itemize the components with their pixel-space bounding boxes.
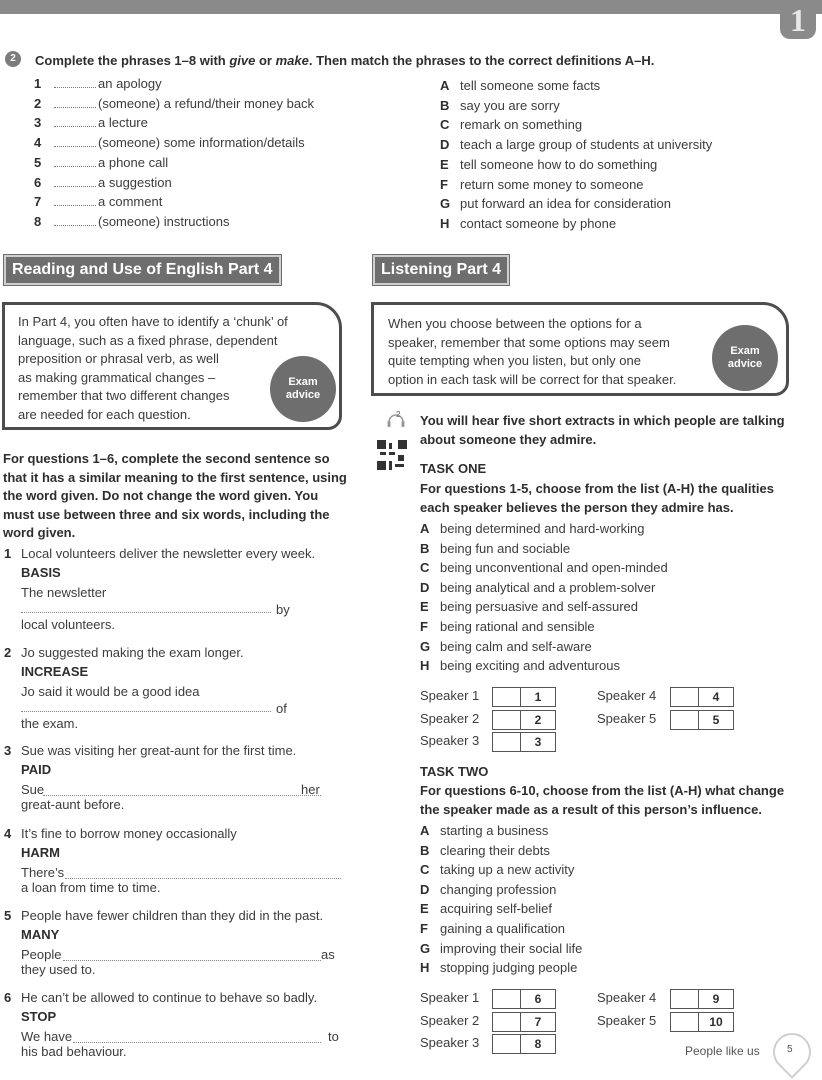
definition-row	[440, 117, 582, 132]
option-letter: E	[420, 599, 429, 615]
option-row	[420, 619, 595, 634]
reading-section-heading: Reading and Use of English Part 4	[4, 255, 281, 285]
definition-letter: D	[440, 137, 450, 153]
option-letter: H	[420, 960, 430, 976]
task-instruction-line: For questions 1-5, choose from the list (A-H) the qualities	[420, 481, 774, 496]
sentence-start: There’s	[21, 865, 65, 880]
intro-line: about someone they admire.	[420, 431, 597, 447]
speaker-answer-box[interactable]	[670, 1012, 734, 1032]
phrase-number: 7	[34, 194, 42, 210]
definition-text: remark on something	[460, 117, 583, 133]
question-sentence: Sue was visiting her great-aunt for the first time.	[21, 743, 297, 758]
definition-letter: B	[440, 97, 450, 113]
definition-row	[440, 98, 560, 113]
listening-section-heading: Listening Part 4	[373, 255, 509, 285]
phrase-number: 2	[34, 95, 42, 111]
question-number: 5	[4, 908, 12, 923]
option-row	[420, 882, 556, 897]
task-two-heading: TASK TWO	[420, 764, 489, 779]
badge-line: Exam	[288, 376, 318, 388]
speaker-answer-box[interactable]	[492, 710, 556, 730]
question-number: 6	[4, 990, 12, 1005]
advice-line: When you choose between the options for a	[388, 316, 642, 331]
option-text: being unconventional and open-minded	[440, 560, 668, 576]
answer-line[interactable]	[21, 612, 271, 613]
exercise-number-badge: 2	[5, 51, 21, 67]
audio-track-number: 2	[396, 410, 401, 419]
option-letter: D	[420, 579, 430, 595]
speaker-answer-box[interactable]	[492, 1012, 556, 1032]
phrase-text: an apology	[98, 76, 162, 91]
instruction-line: word given.	[3, 525, 76, 540]
option-text: being determined and hard-working	[440, 521, 645, 536]
definition-text: return some money to someone	[460, 176, 644, 192]
advice-line: are needed for each question.	[18, 406, 191, 422]
option-row	[420, 901, 552, 916]
sentence-tail: a loan from time to time.	[21, 880, 161, 895]
option-text: being persuasive and self-assured	[440, 599, 639, 615]
answer-blank[interactable]	[54, 176, 96, 187]
option-row	[420, 658, 620, 673]
speaker-label: Speaker 1	[420, 990, 480, 1005]
answer-blank[interactable]	[54, 77, 96, 88]
option-text: being fun and sociable	[440, 540, 571, 556]
sentence-end-word: by	[276, 602, 290, 617]
definition-row	[440, 78, 600, 93]
answer-line[interactable]	[21, 711, 271, 712]
phrase-row	[34, 194, 162, 209]
intro-line: You will hear five short extracts in which people are talking	[420, 413, 785, 428]
answer-blank[interactable]	[54, 215, 96, 226]
speaker-question-number: 2	[520, 711, 555, 729]
speaker-label: Speaker 2	[420, 710, 480, 726]
question-sentence: He can’t be allowed to continue to behave so badly.	[21, 990, 318, 1005]
key-word: INCREASE	[21, 664, 89, 679]
definition-row	[440, 196, 671, 211]
speaker-question-number: 8	[520, 1035, 555, 1053]
phrase-number: 5	[34, 154, 42, 170]
option-text: being exciting and adventurous	[440, 658, 620, 674]
answer-blank[interactable]	[54, 195, 96, 206]
sentence-start: The newsletter	[21, 585, 107, 600]
badge-line: Exam	[730, 345, 760, 357]
option-letter: A	[420, 521, 430, 536]
speaker-question-number: 6	[520, 990, 555, 1008]
instruction-part: . Then match the phrases to the correct definitions A–H.	[308, 53, 655, 68]
badge-line: advice	[285, 389, 321, 401]
instruction-line: For questions 1–6, complete the second sentence so	[3, 451, 330, 466]
option-letter: H	[420, 658, 430, 674]
definition-letter: E	[440, 156, 449, 172]
phrase-number: 4	[34, 135, 42, 151]
sentence-end-word: as	[321, 947, 335, 962]
phrase-text: a suggestion	[98, 174, 172, 190]
reading-exam-advice-badge	[270, 356, 336, 422]
option-row	[420, 823, 548, 838]
speaker-label: Speaker 3	[420, 733, 480, 748]
speaker-label: Speaker 5	[597, 710, 657, 726]
listening-exam-advice-badge	[712, 325, 778, 391]
phrase-row	[34, 214, 230, 229]
sentence-tail: they used to.	[21, 962, 96, 977]
definition-row	[440, 177, 644, 192]
answer-line[interactable]	[63, 960, 321, 961]
option-text: improving their social life	[440, 940, 583, 956]
question-number: 3	[4, 743, 12, 758]
speaker-question-number: 1	[520, 688, 555, 706]
task-instruction-line: the speaker made as a result of this person’s influence.	[420, 801, 762, 817]
phrase-row	[34, 135, 305, 150]
answer-line[interactable]	[65, 878, 341, 879]
sentence-end-word: to	[328, 1029, 339, 1044]
speaker-answer-box[interactable]	[670, 687, 734, 707]
phrase-text: a lecture	[98, 115, 148, 131]
sentence-end-word: of	[276, 701, 287, 716]
option-letter: F	[420, 619, 428, 634]
definition-text: say you are sorry	[460, 97, 560, 113]
speaker-question-number: 7	[520, 1013, 555, 1031]
unit-number: 1	[790, 2, 806, 38]
page-number: 5	[787, 1044, 793, 1055]
option-letter: A	[420, 823, 430, 838]
option-row	[420, 862, 574, 877]
option-row	[420, 541, 570, 556]
option-letter: G	[420, 940, 431, 956]
speaker-label: Speaker 2	[420, 1012, 480, 1028]
footer-unit-title: People like us	[685, 1044, 760, 1058]
definition-letter: A	[440, 78, 450, 93]
speaker-question-number: 10	[698, 1013, 733, 1031]
option-text: gaining a qualification	[440, 921, 566, 936]
task-instruction-line: For questions 6-10, choose from the list (A-H) what change	[420, 783, 785, 798]
speaker-question-number: 5	[698, 711, 733, 729]
phrase-number: 6	[34, 174, 42, 190]
task-instruction-line: each speaker believes the person they admire has.	[420, 499, 734, 515]
definition-text: tell someone some facts	[460, 78, 601, 93]
phrase-number: 8	[34, 213, 42, 229]
sentence-tail: great-aunt before.	[21, 797, 125, 812]
speaker-answer-box[interactable]	[670, 710, 734, 730]
option-row	[420, 521, 645, 536]
answer-blank[interactable]	[54, 136, 96, 147]
phrase-row	[34, 155, 168, 170]
question-number: 4	[4, 826, 12, 841]
option-letter: B	[420, 842, 430, 858]
advice-line: remember that two different changes	[18, 388, 230, 403]
sentence-end-word: her	[301, 782, 320, 797]
speaker-label: Speaker 5	[597, 1012, 657, 1028]
option-letter: B	[420, 540, 430, 556]
phrase-row	[34, 115, 148, 130]
key-word: BASIS	[21, 565, 61, 580]
option-row	[420, 560, 668, 575]
option-letter: G	[420, 638, 431, 654]
option-text: being calm and self-aware	[440, 638, 592, 654]
definition-letter: C	[440, 117, 450, 133]
instruction-make: make	[275, 53, 309, 68]
answer-blank[interactable]	[54, 116, 96, 127]
option-row	[420, 639, 592, 654]
definition-text: tell someone how to do something	[460, 156, 658, 172]
answer-blank[interactable]	[54, 97, 96, 108]
phrase-number: 3	[34, 115, 42, 131]
speaker-label: Speaker 4	[597, 688, 657, 703]
definition-row	[440, 157, 657, 172]
option-letter: E	[420, 901, 429, 917]
question-sentence: Jo suggested making the exam longer.	[21, 645, 244, 660]
sentence-tail: the exam.	[21, 716, 79, 731]
sentence-tail: local volunteers.	[21, 617, 115, 632]
key-word: MANY	[21, 927, 60, 942]
phrase-number: 1	[34, 76, 42, 91]
advice-line: speaker, remember that some options may seem	[388, 334, 670, 350]
phrase-text: (someone) some information/details	[98, 135, 305, 151]
option-text: changing profession	[440, 881, 557, 897]
top-banner	[0, 0, 822, 14]
question-number: 1	[4, 546, 12, 561]
definition-text: teach a large group of students at university	[460, 137, 713, 153]
phrase-text: (someone) instructions	[98, 213, 230, 229]
speaker-label: Speaker 4	[597, 990, 657, 1005]
answer-blank[interactable]	[54, 156, 96, 167]
phrase-text: a comment	[98, 194, 163, 210]
speaker-answer-box[interactable]	[492, 989, 556, 1009]
question-sentence: Local volunteers deliver the newsletter every week.	[21, 546, 316, 561]
sentence-start: Sue	[21, 782, 45, 797]
qr-code-icon[interactable]	[377, 440, 407, 470]
instruction-or: or	[255, 53, 276, 68]
question-number: 2	[4, 645, 12, 660]
speaker-answer-box[interactable]	[670, 989, 734, 1009]
answer-line[interactable]	[73, 1042, 321, 1043]
exercise-instruction	[35, 53, 654, 68]
advice-line: preposition or phrasal verb, as well	[18, 351, 219, 366]
sentence-tail: his bad behaviour.	[21, 1044, 127, 1059]
option-row	[420, 941, 582, 956]
option-row	[420, 580, 655, 595]
key-word: HARM	[21, 845, 60, 860]
option-text: clearing their debts	[440, 842, 550, 858]
sentence-start: People	[21, 947, 62, 962]
option-text: starting a business	[440, 823, 549, 838]
option-letter: C	[420, 560, 430, 576]
option-letter: F	[420, 921, 428, 936]
instruction-part: Complete the phrases 1–8 with	[35, 53, 230, 68]
phrase-row	[34, 175, 172, 190]
advice-line: quite tempting when you listen, but only one	[388, 353, 641, 368]
definition-text: put forward an idea for consideration	[460, 196, 672, 212]
definition-row	[440, 137, 712, 152]
option-text: being analytical and a problem-solver	[440, 579, 656, 595]
phrase-text: a phone call	[98, 154, 169, 170]
instruction-give: give	[229, 53, 256, 68]
option-letter: D	[420, 881, 430, 897]
speaker-label: Speaker 3	[420, 1035, 480, 1050]
instruction-line: must use between three and six words, including the	[3, 506, 330, 522]
speaker-answer-box[interactable]	[492, 732, 556, 752]
task-one-heading: TASK ONE	[420, 461, 487, 476]
instruction-line: the word given. Do not change the word given. You	[3, 488, 319, 503]
key-word: PAID	[21, 762, 52, 777]
definition-letter: H	[440, 215, 450, 231]
sentence-start: We have	[21, 1029, 73, 1044]
key-word: STOP	[21, 1009, 57, 1024]
option-text: taking up a new activity	[440, 862, 575, 878]
advice-line: option in each task will be correct for that speaker.	[388, 371, 677, 387]
option-text: stopping judging people	[440, 960, 578, 976]
question-sentence: People have fewer children than they did in the past.	[21, 908, 324, 923]
option-text: being rational and sensible	[440, 619, 595, 634]
option-row	[420, 599, 638, 614]
definition-row	[440, 216, 616, 231]
definition-letter: F	[440, 176, 448, 192]
definition-letter: G	[440, 196, 451, 212]
option-row	[420, 921, 565, 936]
speaker-answer-box[interactable]	[492, 687, 556, 707]
advice-line: as making grammatical changes –	[18, 369, 216, 385]
speaker-question-number: 9	[698, 990, 733, 1008]
sentence-start: Jo said it would be a good idea	[21, 684, 200, 699]
option-text: acquiring self-belief	[440, 901, 553, 917]
speaker-question-number: 3	[520, 733, 555, 751]
option-row	[420, 960, 577, 975]
speaker-question-number: 4	[698, 688, 733, 706]
badge-line: advice	[727, 358, 763, 370]
option-letter: C	[420, 862, 430, 878]
speaker-label: Speaker 1	[420, 688, 480, 703]
instruction-line: that it has a similar meaning to the first sentence, using	[3, 469, 347, 485]
phrase-row	[34, 96, 314, 111]
phrase-text: (someone) a refund/their money back	[98, 95, 315, 111]
advice-line: In Part 4, you often have to identify a ‘chunk’ of	[18, 314, 288, 329]
phrase-row	[34, 76, 162, 91]
answer-line[interactable]	[43, 795, 321, 796]
definition-text: contact someone by phone	[460, 215, 617, 231]
advice-line: language, such as a fixed phrase, dependent	[18, 332, 278, 348]
option-row	[420, 843, 550, 858]
speaker-answer-box[interactable]	[492, 1034, 556, 1054]
question-sentence: It’s fine to borrow money occasionally	[21, 826, 237, 841]
